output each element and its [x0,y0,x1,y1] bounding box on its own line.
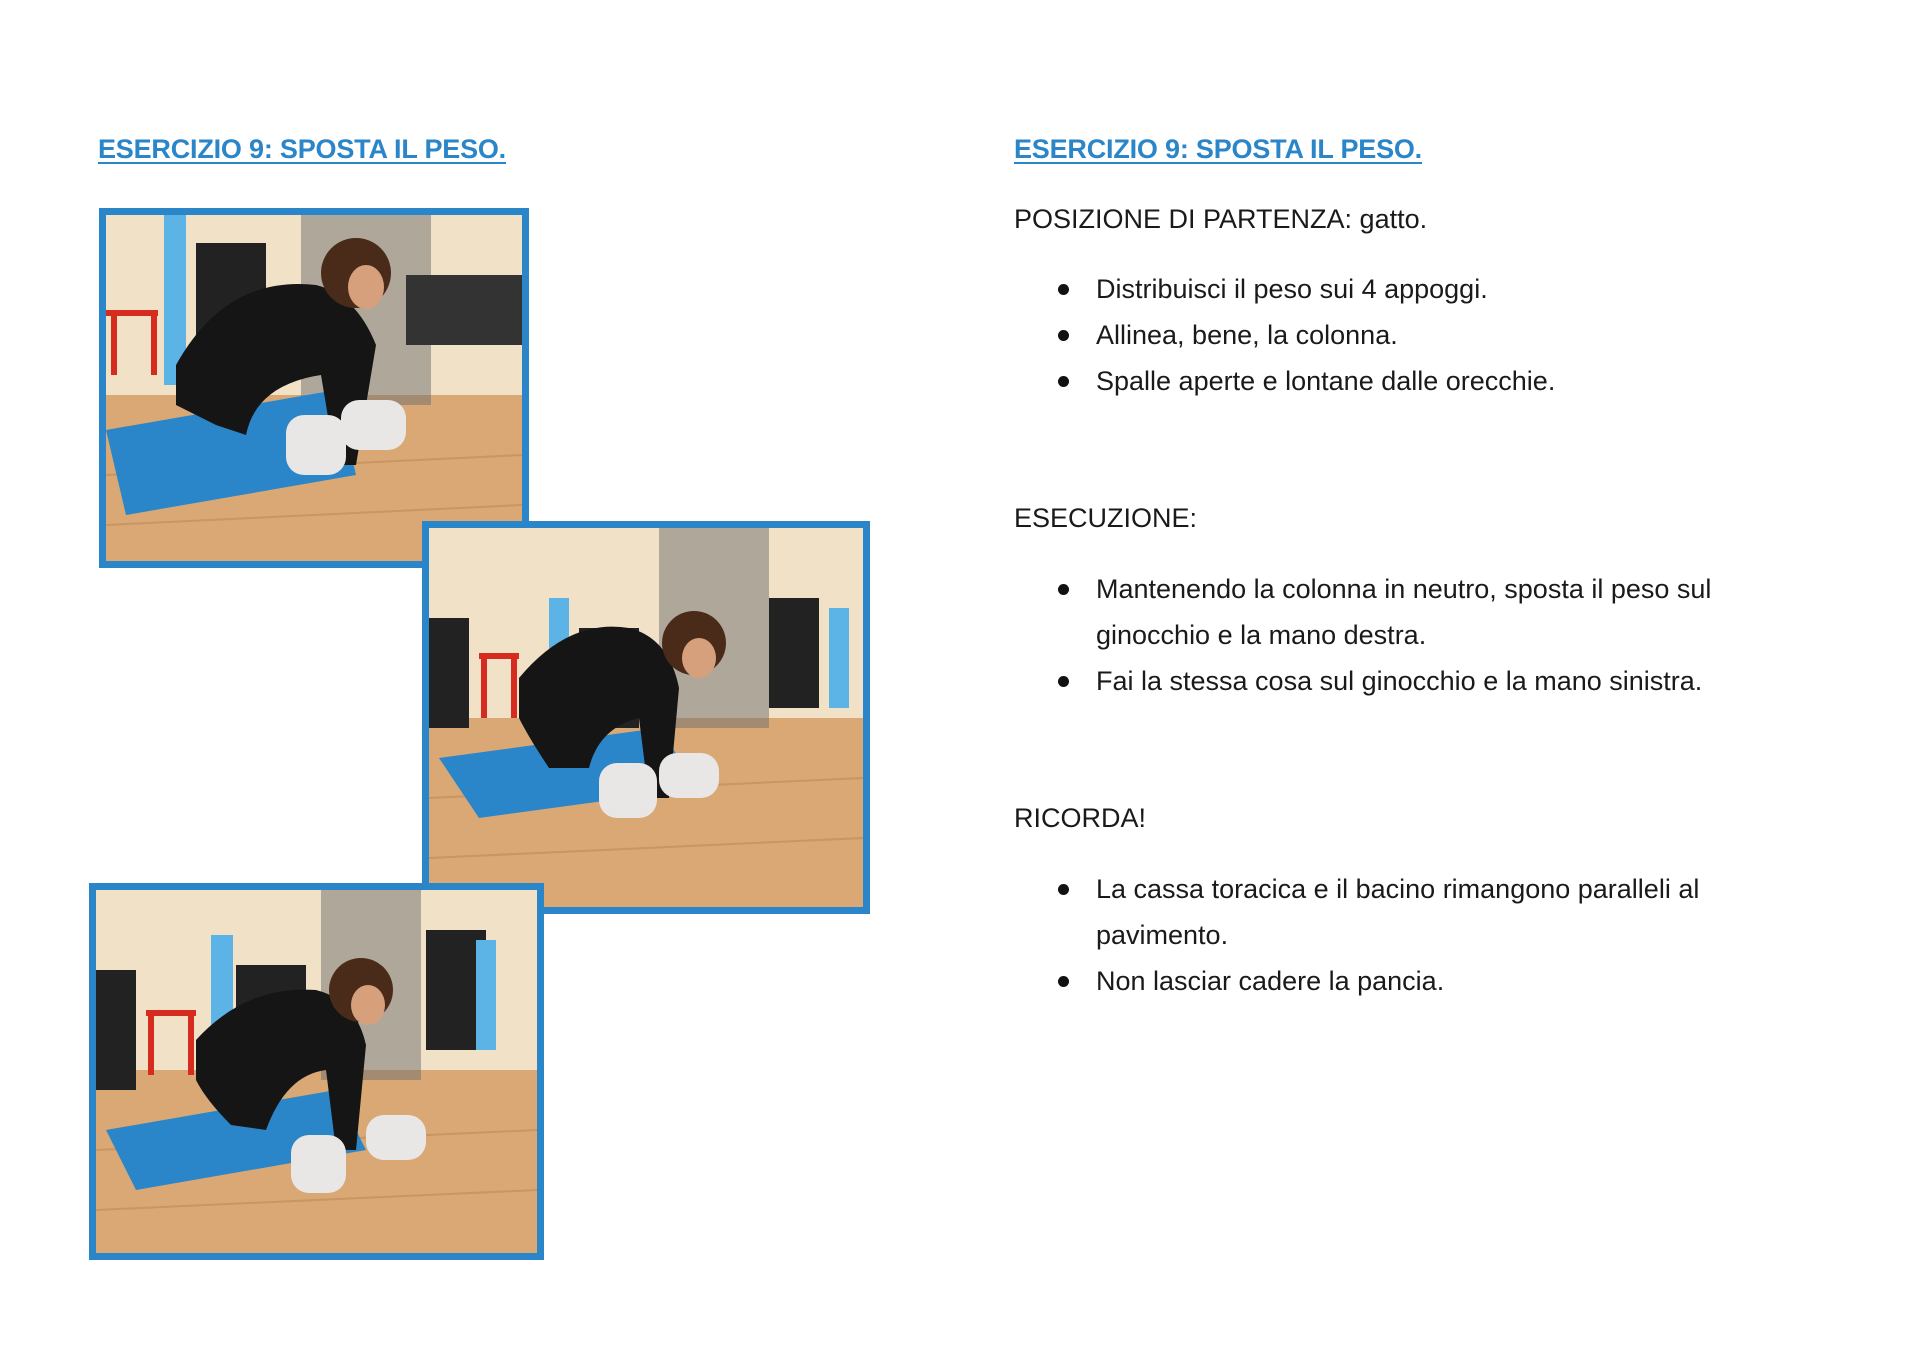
list-item: Spalle aperte e lontane dalle orecchie. [1014,358,1794,404]
list-item: Non lasciar cadere la pancia. [1014,958,1794,1004]
photo-illustration [106,215,522,561]
photo-illustration [96,890,537,1253]
exercise-heading-right: ESERCIZIO 9: SPOSTA IL PESO. [1014,134,1422,164]
execution-list [1014,566,1794,704]
execution-label: ESECUZIONE: [1014,503,1198,533]
photo-illustration [429,528,863,907]
list-item: Mantenendo la colonna in neutro, sposta il peso sul ginocchio e la mano destra. [1014,566,1794,658]
exercise-photo-start [99,208,529,568]
list-item: La cassa toracica e il bacino rimangono paralleli al pavimento. [1014,866,1794,958]
exercise-photo-shift-right [422,521,870,914]
list-item: Distribuisci il peso sui 4 appoggi. [1014,266,1794,312]
remember-list [1014,866,1794,1004]
remember-label: RICORDA! [1014,803,1147,833]
exercise-photo-shift-left [89,883,544,1260]
start-position-label: POSIZIONE DI PARTENZA: gatto. [1014,204,1428,234]
list-item: Allinea, bene, la colonna. [1014,312,1794,358]
start-position-list [1014,266,1794,404]
exercise-heading-left: ESERCIZIO 9: SPOSTA IL PESO. [98,134,506,164]
list-item: Fai la stessa cosa sul ginocchio e la mano sinistra. [1014,658,1794,704]
